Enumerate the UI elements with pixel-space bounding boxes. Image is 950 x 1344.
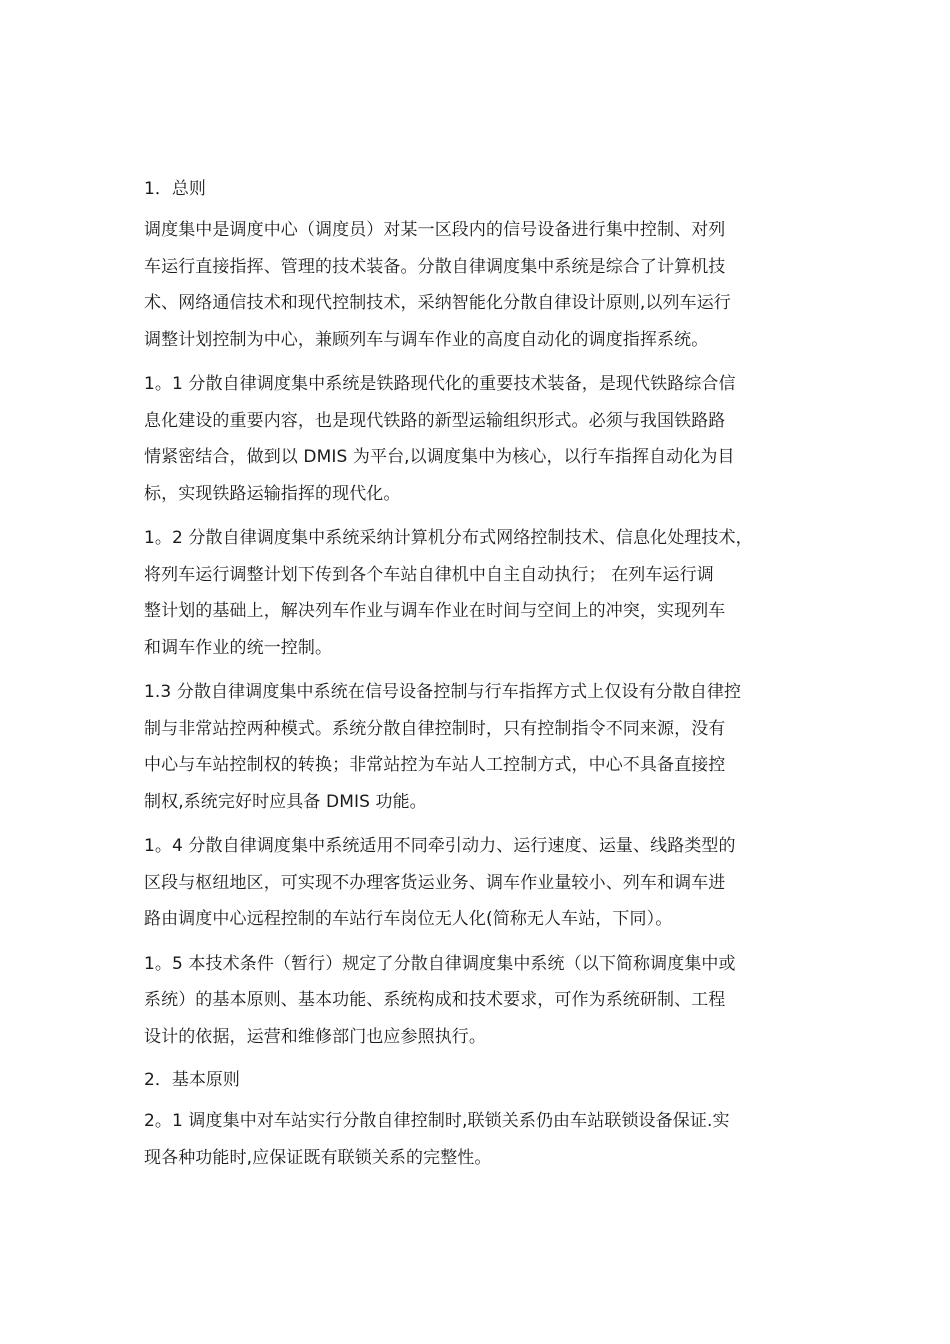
text-line: 制权,系统完好时应具备 DMIS 功能。: [144, 791, 427, 812]
text-line: 车运行直接指挥、管理的技术装备。分散自律调度集中系统是综合了计算机技: [144, 256, 726, 277]
text-line: 调整计划控制为中心，兼顾列车与调车作业的高度自动化的调度指挥系统。: [144, 329, 709, 350]
text-line: 1．总则: [144, 179, 206, 199]
text-line: 和调车作业的统一控制。: [144, 637, 333, 658]
clause-1-5: [144, 946, 824, 1056]
text-line: 设计的依据，运营和维修部门也应参照执行。: [144, 1026, 486, 1047]
text-line: 整计划的基础上，解决列车作业与调车作业在时间与空间上的冲突，实现列车: [144, 601, 726, 621]
text-line: 2。1 调度集中对车站实行分散自律控制时,联锁关系仍由车站联锁设备保证.实: [144, 1111, 730, 1131]
text-line: 路由调度中心远程控制的车站行车岗位无人化(简称无人车站，下同）。: [144, 909, 673, 929]
document-body: [144, 172, 824, 1184]
text-line: 1。4 分散自律调度集中系统适用不同牵引动力、运行速度、运量、线路类型的: [144, 836, 736, 856]
text-line: 1。2 分散自律调度集中系统采纳计算机分布式网络控制技术、信息化处理技术，: [144, 528, 753, 548]
section-1-heading: [144, 172, 824, 206]
text-line: 系统）的基本原则、基本功能、系统构成和技术要求，可作为系统研制、工程: [144, 990, 726, 1010]
text-line: 区段与枢纽地区，可实现不办理客货运业务、调车作业量较小、列车和调车进: [144, 872, 726, 893]
text-line: 1.3 分散自律调度集中系统在信号设备控制与行车指挥方式上仅设有分散自律控: [144, 682, 742, 702]
text-line: 调度集中是调度中心（调度员）对某一区段内的信号设备进行集中控制、对列: [144, 220, 726, 240]
text-line: 标，实现铁路运输指挥的现代化。: [144, 483, 401, 504]
clause-2-1: [144, 1103, 824, 1176]
text-line: 1。1 分散自律调度集中系统是铁路现代化的重要技术装备，是现代铁路综合信: [144, 374, 736, 394]
text-line: 息化建设的重要内容，也是现代铁路的新型运输组织形式。必须与我国铁路路: [144, 410, 726, 431]
text-line: 术、网络通信技术和现代控制技术，采纳智能化分散自律设计原则,以列车运行: [144, 293, 731, 313]
section-1-intro: [144, 212, 824, 358]
text-line: 1。5 本技术条件（暂行）规定了分散自律调度集中系统（以下简称调度集中或: [144, 953, 736, 974]
text-line: 制与非常站控两种模式。系统分散自律控制时，只有控制指令不同来源，没有: [144, 718, 726, 739]
text-line: 中心与车站控制权的转换；非常站控为车站人工控制方式，中心不具备直接控: [144, 755, 726, 775]
text-line: 情紧密结合，做到以 DMIS 为平台,以调度集中为核心，以行车指挥自动化为目: [144, 447, 735, 467]
clause-1-3: [144, 674, 824, 820]
section-2-heading: [144, 1063, 824, 1097]
clause-1-2: [144, 520, 824, 666]
text-line: 将列车运行调整计划下传到各个车站自律机中自主自动执行； 在列车运行调: [144, 564, 714, 585]
clause-1-1: [144, 366, 824, 512]
text-line: 2．基本原则: [144, 1070, 240, 1090]
clause-1-4: [144, 828, 824, 938]
text-line: 现各种功能时,应保证既有联锁关系的完整性。: [144, 1147, 492, 1168]
